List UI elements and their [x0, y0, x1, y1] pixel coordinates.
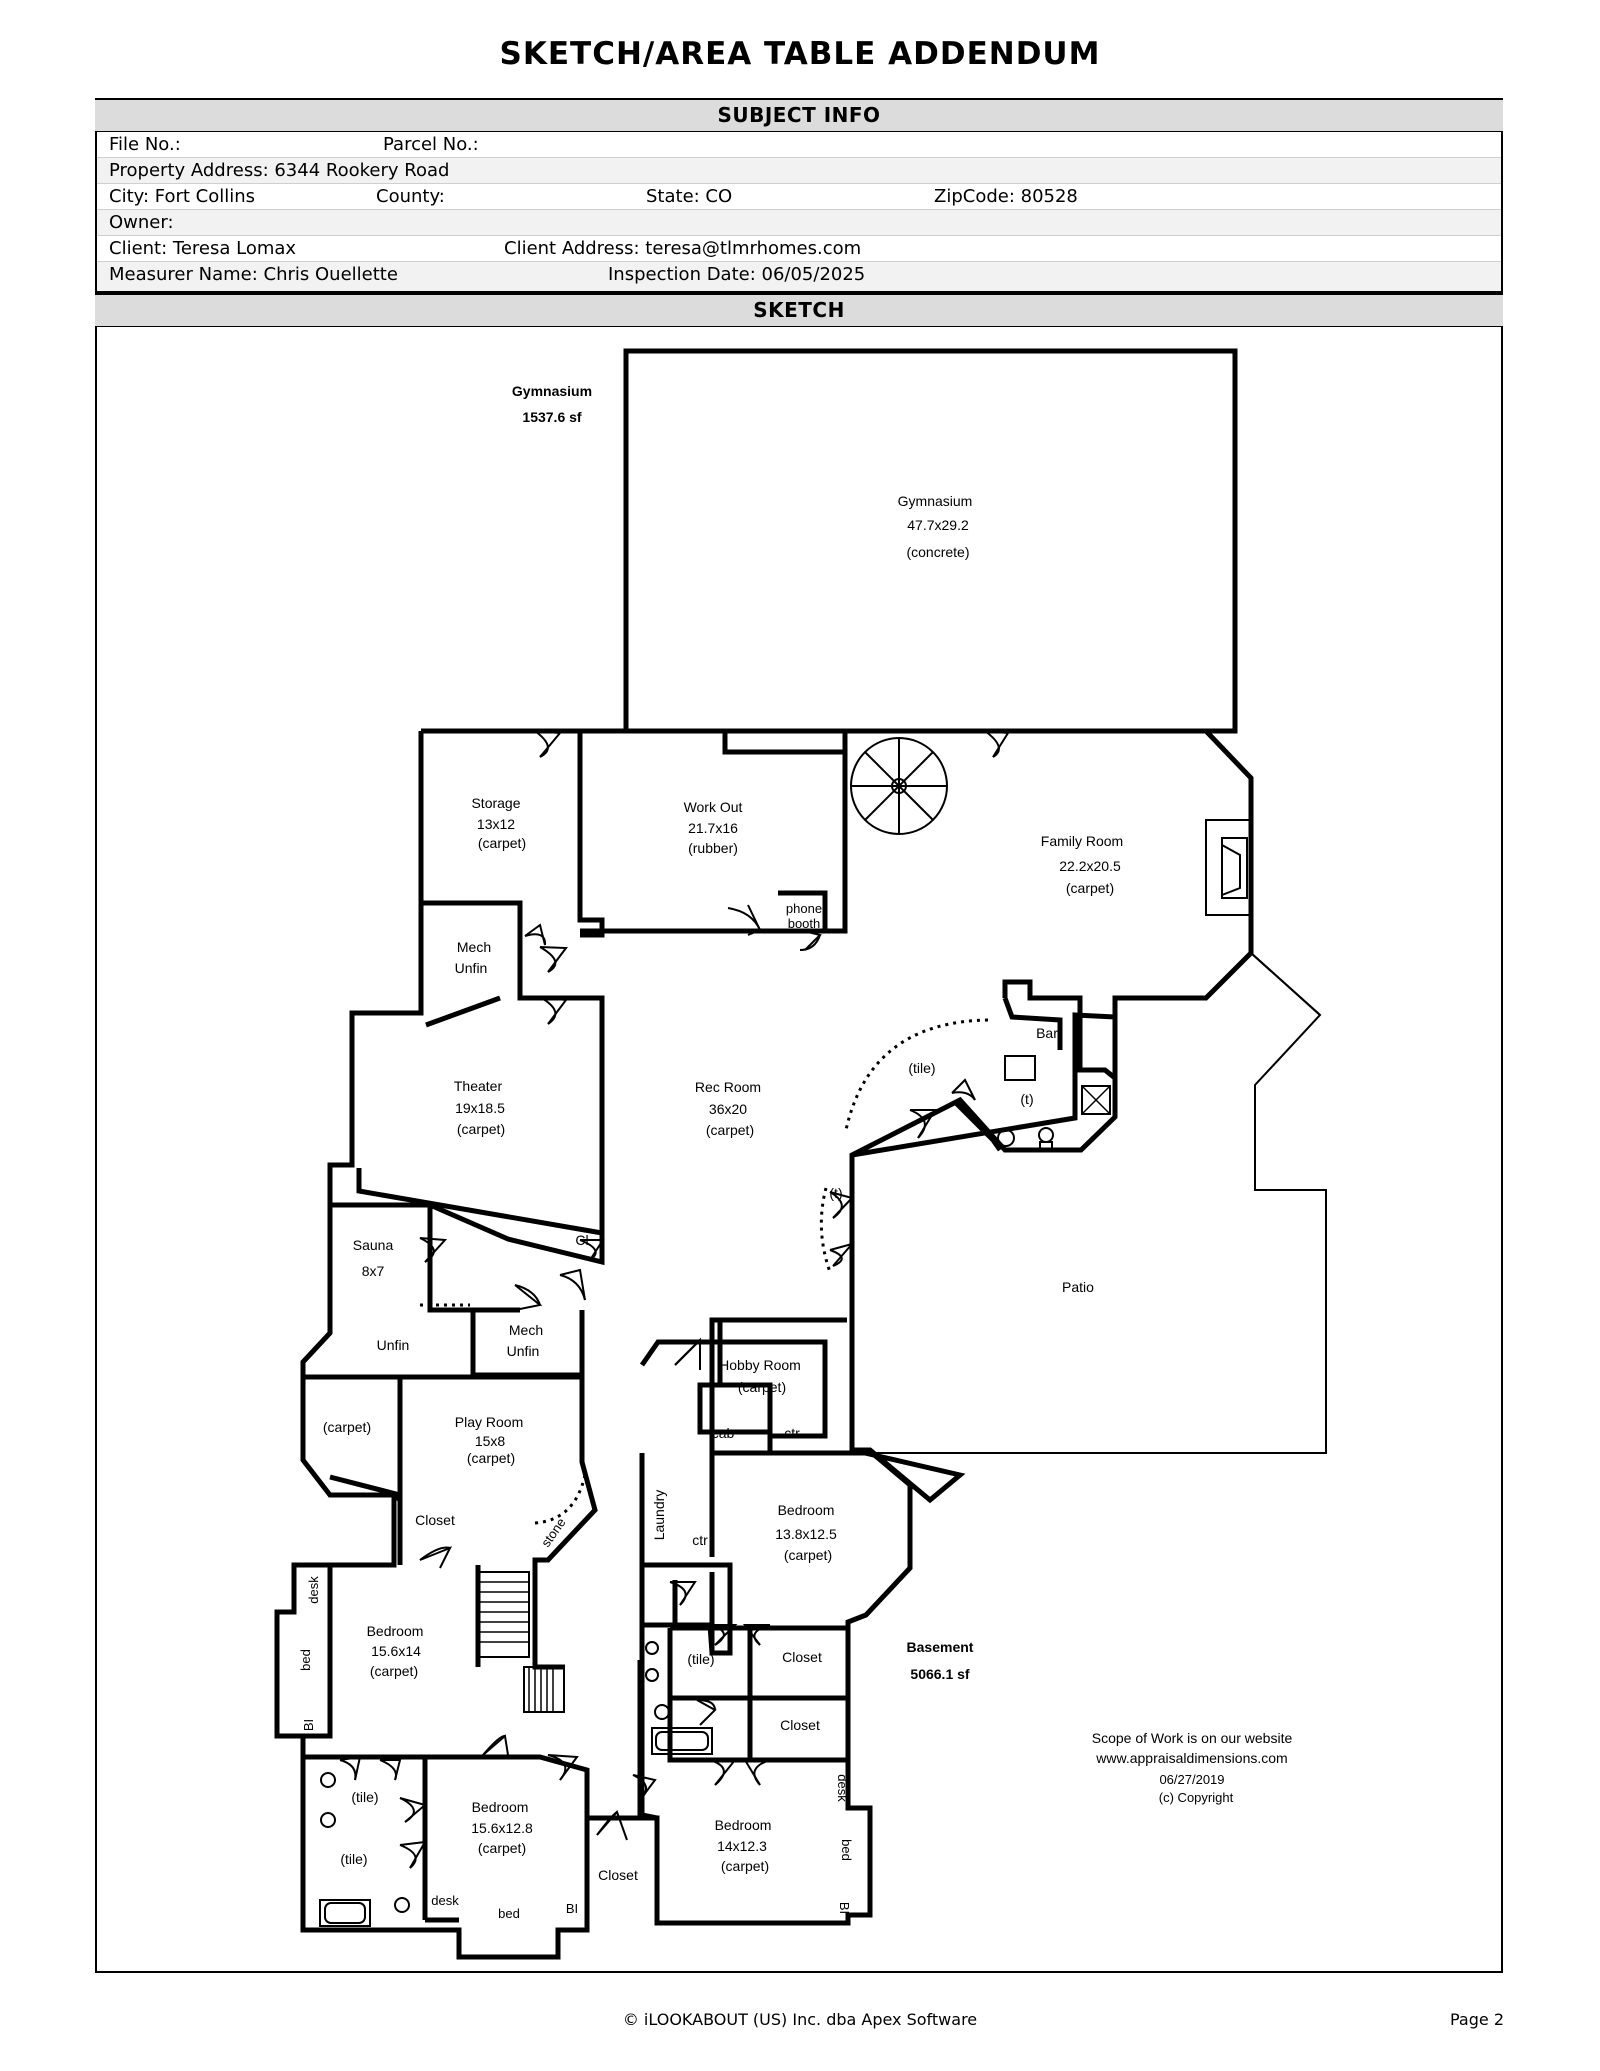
closet-c2-label: Closet — [780, 1717, 820, 1733]
desk-right-label: desk — [835, 1774, 850, 1802]
info-row-city — [97, 184, 1501, 210]
rec-room-dims: 36x20 — [708, 1101, 748, 1117]
file-no-label: File No.: — [109, 134, 181, 155]
bedroom-bottom-right-label: Bedroom — [714, 1817, 772, 1833]
county-label: County: — [376, 186, 445, 207]
sauna-dims: 8x7 — [361, 1263, 385, 1279]
scope-note-line2: www.appraisaldimensions.com — [1096, 1750, 1288, 1766]
footer-copyright: © iLOOKABOUT (US) Inc. dba Apex Software — [622, 2010, 978, 2029]
bedroom-center-label: Bedroom — [777, 1502, 835, 1518]
carpet-nook-label: (carpet) — [322, 1419, 372, 1435]
bedroom-bottom-mid-floor: (carpet) — [477, 1840, 527, 1856]
workout-label: Work Out — [683, 799, 743, 815]
mech-unfin-label-2: Unfin — [506, 1343, 540, 1359]
phone-booth-label-1: phone — [785, 901, 823, 916]
bar-tile-label: (tile) — [908, 1060, 936, 1076]
family-room-label: Family Room — [1040, 833, 1124, 849]
subject-info-heading: SUBJECT INFO — [95, 98, 1503, 132]
sketch-heading: SKETCH — [95, 293, 1503, 327]
bed-left-label: bed — [298, 1649, 313, 1671]
closet-bottom-label: Closet — [598, 1867, 638, 1883]
measurer-name: Measurer Name: Chris Ouellette — [109, 264, 398, 285]
play-room-dims: 15x8 — [474, 1433, 506, 1449]
rec-room-label: Rec Room — [694, 1079, 762, 1095]
client: Client: Teresa Lomax — [109, 238, 297, 259]
cab-label: cab — [711, 1425, 735, 1441]
bar-toilet-label: (t) — [1020, 1091, 1034, 1107]
bedroom-left-floor: (carpet) — [369, 1663, 419, 1679]
closet-play-label: Closet — [415, 1512, 455, 1528]
rec-toilet-label: (t) — [829, 1185, 843, 1201]
state: State: CO — [646, 186, 733, 207]
gym-summary-area: 1537.6 sf — [522, 409, 582, 425]
workout-dims: 21.7x16 — [688, 820, 738, 836]
bedroom-bottom-right-dims: 14x12.3 — [717, 1838, 767, 1854]
play-room-label: Play Room — [454, 1414, 524, 1430]
mech-unfin-label-1: Unfin — [454, 960, 488, 976]
bedroom-bottom-right-floor: (carpet) — [720, 1858, 770, 1874]
mech-label-2: Mech — [508, 1322, 544, 1338]
bedroom-center-floor: (carpet) — [783, 1547, 833, 1563]
unfin-label: Unfin — [376, 1337, 410, 1353]
ctr-label-2: ctr — [692, 1532, 708, 1548]
client-address: Client Address: teresa@tlmrhomes.com — [504, 238, 862, 259]
scope-note-line3: 06/27/2019 — [1159, 1772, 1225, 1787]
rec-room-floor: (carpet) — [705, 1122, 755, 1138]
basement-outline — [421, 731, 1251, 1500]
gymnasium-dims: 47.7x29.2 — [907, 517, 969, 533]
storage-dims: 13x12 — [476, 816, 516, 832]
bedroom-left-dims: 15.6x14 — [371, 1643, 421, 1659]
stone-label: stone — [538, 1515, 569, 1550]
patio-label: Patio — [1062, 1279, 1094, 1295]
family-room-floor: (carpet) — [1065, 880, 1115, 896]
basement-summary-name: Basement — [906, 1639, 974, 1655]
inspection-date: Inspection Date: 06/05/2025 — [608, 264, 866, 285]
basement-summary-area: 5066.1 sf — [910, 1666, 970, 1682]
parcel-no-label: Parcel No.: — [383, 134, 479, 155]
bedroom-left-label: Bedroom — [366, 1623, 424, 1639]
floor-plan-sketch — [97, 330, 1501, 1971]
bed-bottom-label: bed — [498, 1906, 520, 1921]
desk-left-label: desk — [306, 1576, 321, 1604]
play-room-floor: (carpet) — [466, 1450, 516, 1466]
gymnasium-outline — [626, 351, 1235, 731]
theater-floor: (carpet) — [456, 1121, 506, 1137]
bedroom-bottom-mid-dims: 15.6x12.8 — [471, 1820, 533, 1836]
theater-label: Theater — [453, 1078, 503, 1094]
mech-label-1: Mech — [456, 939, 492, 955]
laundry-label: Laundry — [651, 1489, 667, 1541]
scope-note-line1: Scope of Work is on our website — [1091, 1730, 1293, 1746]
phone-booth-label-2: booth — [787, 916, 821, 931]
city: City: Fort Collins — [109, 186, 256, 207]
info-row-file — [97, 132, 1501, 158]
zipcode: ZipCode: 80528 — [934, 186, 1078, 207]
sauna-label: Sauna — [352, 1237, 394, 1253]
bath-left-tile-label-1: (tile) — [351, 1789, 379, 1805]
storage-label: Storage — [471, 795, 521, 811]
footer-page-number: Page 2 — [1450, 2010, 1504, 2029]
workout-floor: (rubber) — [688, 840, 738, 856]
gymnasium-label: Gymnasium — [897, 493, 973, 509]
desk-bottom-label: desk — [431, 1893, 459, 1908]
page-title: SKETCH/AREA TABLE ADDENDUM — [499, 36, 1101, 72]
theater-dims: 19x18.5 — [455, 1100, 505, 1116]
cl-label: Cl — [575, 1232, 589, 1248]
scope-note-line4: (c) Copyright — [1158, 1790, 1234, 1805]
bath-left-tile-label-2: (tile) — [340, 1851, 368, 1867]
owner-label: Owner: — [109, 212, 174, 233]
bedroom-center-dims: 13.8x12.5 — [775, 1526, 837, 1542]
ctr-label-1: ctr — [784, 1425, 800, 1441]
family-room-dims: 22.2x20.5 — [1059, 858, 1121, 874]
bath-center-tile-label: (tile) — [687, 1651, 715, 1667]
bi-right-label: BI — [837, 1901, 852, 1915]
bed-right-label: bed — [839, 1839, 854, 1861]
info-row-measurer — [97, 262, 1501, 293]
bar-label: Bar — [1036, 1025, 1058, 1041]
bi-bottom-label: BI — [565, 1901, 579, 1916]
info-row-owner — [97, 210, 1501, 236]
property-address: Property Address: 6344 Rookery Road — [109, 160, 450, 181]
gymnasium-floor: (concrete) — [906, 544, 970, 560]
bedroom-bottom-mid-label: Bedroom — [471, 1799, 529, 1815]
closet-c1-label: Closet — [782, 1649, 822, 1665]
bi-left-label: BI — [301, 1718, 316, 1732]
gym-summary-name: Gymnasium — [511, 383, 593, 399]
storage-floor: (carpet) — [477, 835, 527, 851]
hobby-room-floor: (carpet) — [737, 1379, 787, 1395]
hobby-room-label: Hobby Room — [719, 1357, 801, 1373]
info-row-client — [97, 236, 1501, 262]
info-row-address — [97, 158, 1501, 184]
